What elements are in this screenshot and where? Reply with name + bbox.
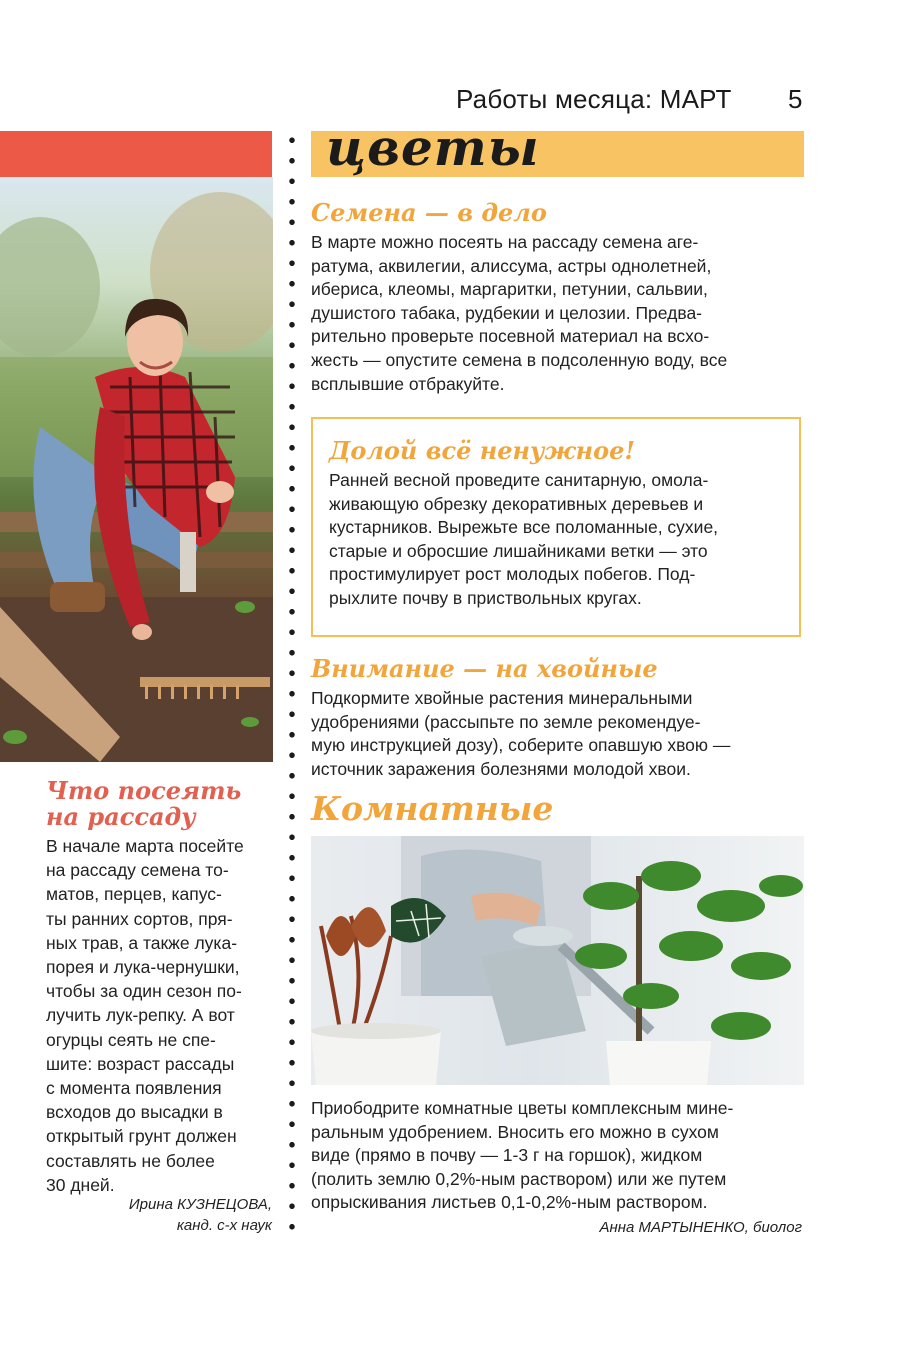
- indoor-heading: Комнатные: [311, 789, 554, 828]
- seedlings-heading-line1: Что посеять: [46, 776, 242, 805]
- seeds-heading: Семена — в дело: [311, 198, 547, 227]
- seeds-article: [311, 200, 806, 396]
- gardening-woman-photo: [0, 177, 273, 762]
- watering-plants-illustration: [311, 836, 804, 1085]
- body-line: матов, перцев, капус-: [46, 884, 222, 905]
- seedlings-heading-line2: на рассаду: [46, 802, 196, 831]
- body-line: всплывшие отбракуйте.: [311, 373, 505, 394]
- conifers-heading: Внимание — на хвойные: [311, 654, 658, 683]
- body-line: Подкормите хвойные растения минеральными: [311, 688, 693, 708]
- pruning-heading: Долой всё ненужное!: [329, 436, 635, 465]
- body-line: источник заражения болезнями молодой хвои.: [311, 758, 691, 779]
- body-line: рительно проверьте посевной материал на всхо-: [311, 326, 710, 347]
- conifers-article: [311, 656, 806, 781]
- page-number: 5: [788, 84, 803, 114]
- page-header-title: Работы месяца: МАРТ: [456, 84, 732, 114]
- body-line: виде (прямо в почву — 1-3 г на горшок), жидком: [311, 1145, 703, 1166]
- body-line: жесть — опустите семена в подсоленную воду, все: [311, 349, 728, 370]
- body-line: 30 дней.: [46, 1174, 115, 1195]
- indoor-plants-photo: [311, 836, 804, 1085]
- seedlings-body: [46, 834, 278, 1197]
- body-line: мую инструкцией дозу), соберите опавшую хвою —: [311, 735, 731, 756]
- indoor-article: [311, 1097, 806, 1215]
- body-line: В начале марта посейте: [46, 836, 244, 856]
- body-line: ты ранних сортов, пря-: [46, 908, 233, 929]
- pruning-article: [329, 438, 791, 611]
- body-line: порея и лука-чернушки,: [46, 957, 240, 978]
- body-line: живающую обрезку декоративных деревьев и: [329, 493, 704, 514]
- body-line: простимулирует рост молодых побегов. Под-: [329, 564, 696, 585]
- body-line: удобрениями (рассыпьте по земле рекомендуе-: [311, 711, 701, 732]
- body-line: (полить землю 0,2%-ным раствором) или же путем: [311, 1168, 727, 1189]
- body-line: ратума, аквилегии, алиссума, астры однолетней,: [311, 255, 712, 276]
- indoor-author: Анна МАРТЫНЕНКО, биолог: [599, 1219, 802, 1236]
- section-title: цветы: [326, 118, 540, 177]
- body-line: ральным удобрением. Вносить его можно в сухом: [311, 1121, 719, 1142]
- body-line: душистого табака, рудбекии и целозии. Предва-: [311, 302, 703, 323]
- body-line: опрыскивания листьев 0,1-0,2%-ным раствором.: [311, 1192, 708, 1213]
- seedlings-article: [46, 778, 278, 1197]
- author-title: канд. с-х наук: [176, 1217, 272, 1234]
- body-line: на рассаду семена то-: [46, 860, 229, 881]
- red-color-bar: [0, 131, 272, 177]
- author-name: Ирина КУЗНЕЦОВА,: [128, 1196, 272, 1213]
- body-line: В марте можно посеять на рассаду семена аге-: [311, 232, 699, 252]
- body-line: ибериса, клеомы, маргаритки, петунии, сальвии,: [311, 279, 708, 300]
- body-line: шите: возраст рассады: [46, 1053, 235, 1074]
- body-line: огурцы сеять не спе-: [46, 1029, 216, 1050]
- body-line: Ранней весной проведите санитарную, омола-: [329, 470, 709, 490]
- body-line: чтобы за один сезон по-: [46, 981, 242, 1002]
- body-line: рыхлите почву в приствольных кругах.: [329, 587, 642, 608]
- body-line: кустарников. Вырежьте все поломанные, сухие,: [329, 517, 719, 538]
- body-line: ных трав, а также лука-: [46, 932, 238, 953]
- seedlings-author: [46, 1194, 272, 1236]
- body-line: старые и обросшие лишайниками ветки — это: [329, 540, 708, 561]
- body-line: с момента появления: [46, 1078, 222, 1099]
- dotted-column-divider: [289, 130, 295, 1240]
- body-line: открытый грунт должен: [46, 1126, 237, 1147]
- body-line: Приободрите комнатные цветы комплексным мине-: [311, 1098, 734, 1118]
- body-line: лучить лук-репку. А вот: [46, 1005, 235, 1026]
- body-line: составлять не более: [46, 1150, 215, 1171]
- body-line: всходов до высадки в: [46, 1102, 223, 1123]
- gardening-woman-illustration: [0, 177, 273, 762]
